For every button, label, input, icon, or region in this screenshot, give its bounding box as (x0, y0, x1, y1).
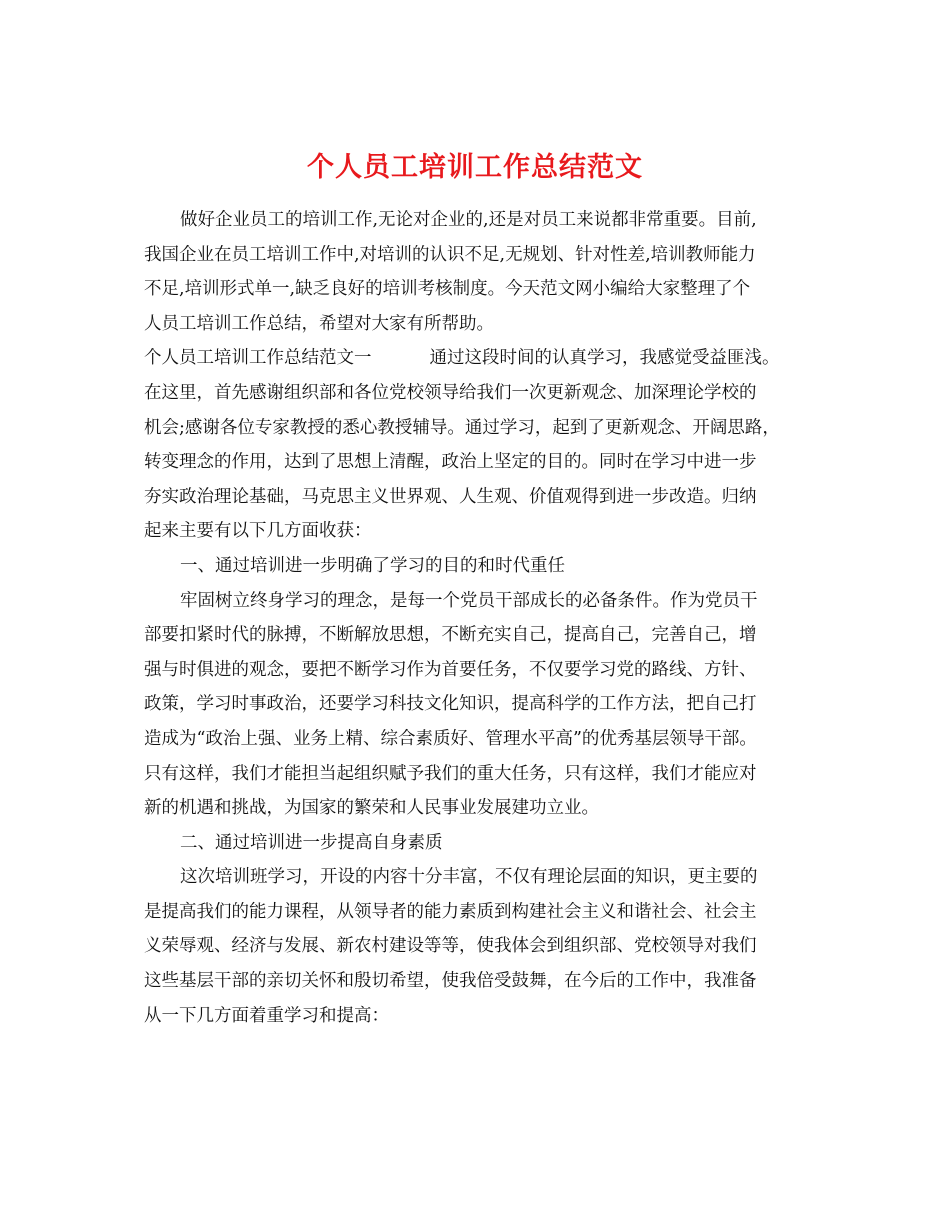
text-line: 不足,培训形式单一,缺乏良好的培训考核制度。今天范文网小编给大家整理了个 (144, 279, 751, 300)
section-heading: 个人员工培训工作总结范文一 (144, 348, 372, 369)
text-line (144, 341, 814, 376)
text-line: 义荣辱观、经济与发展、新农村建设等等，使我体会到组织部、党校领导对我们 (144, 936, 757, 957)
text-line: 做好企业员工的培训工作,无论对企业的,还是对员工来说都非常重要。目前, (180, 210, 757, 230)
text-line: 在这里，首先感谢组织部和各位党校领导给我们一次更新观念、加深理论学校的 (144, 382, 757, 403)
text-line: 从一下几方面着重学习和提高： (144, 1005, 389, 1026)
text-line: 起来主要有以下几方面收获： (144, 521, 372, 542)
text-line: 是提高我们的能力课程，从领导者的能力素质到构建社会主义和谐社会、社会主 (144, 901, 757, 922)
text-line: 新的机遇和挑战，为国家的繁荣和人民事业发展建功立业。 (144, 798, 599, 819)
text-line: 夯实政治理论基础，马克思主义世界观、人生观、价值观得到进一步改造。归纳 (144, 486, 757, 507)
text-line: 造成为“政治上强、业务上精、综合素质好、管理水平高”的优秀基层领导干部。 (144, 728, 757, 749)
text-line: 二、通过培训进一步提高自身素质 (180, 832, 443, 853)
text-line: 这次培训班学习，开设的内容十分丰富，不仅有理论层面的知识，更主要的 (180, 867, 758, 888)
text-line: 强与时俱进的观念，要把不断学习作为首要任务，不仅要学习党的路线、方针、 (144, 659, 757, 680)
document-title: 个人员工培训工作总结范文 (307, 152, 643, 184)
text-line: 机会;感谢各位专家教授的悉心教授辅导。通过学习，起到了更新观念、开阔思路， (144, 417, 780, 438)
text-line: 这些基层干部的亲切关怀和殷切希望，使我倍受鼓舞，在今后的工作中，我准备 (144, 971, 757, 992)
text-line: 政策，学习时事政治，还要学习科技文化知识，提高科学的工作方法，把自己打 (144, 694, 757, 715)
document-body (144, 203, 814, 1033)
text-line: 只有这样，我们才能担当起组织赋予我们的重大任务，只有这样，我们才能应对 (144, 763, 757, 784)
text-line: 牢固树立终身学习的理念，是每一个党员干部成长的必备条件。作为党员干 (180, 590, 758, 611)
line-text: 通过这段时间的认真学习，我感觉受益匪浅。 (429, 348, 780, 369)
text-line: 一、通过培训进一步明确了学习的目的和时代重任 (180, 555, 565, 576)
text-line: 人员工培训工作总结，希望对大家有所帮助。 (144, 313, 494, 334)
text-line: 转变理念的作用，达到了思想上清醒，政治上坚定的目的。同时在学习中进一步 (144, 452, 757, 473)
text-line: 部要扣紧时代的脉搏，不断解放思想，不断充实自己，提高自己，完善自己，增 (144, 625, 757, 646)
text-line: 我国企业在员工培训工作中,对培训的认识不足,无规划、针对性差,培训教师能力 (144, 244, 756, 265)
